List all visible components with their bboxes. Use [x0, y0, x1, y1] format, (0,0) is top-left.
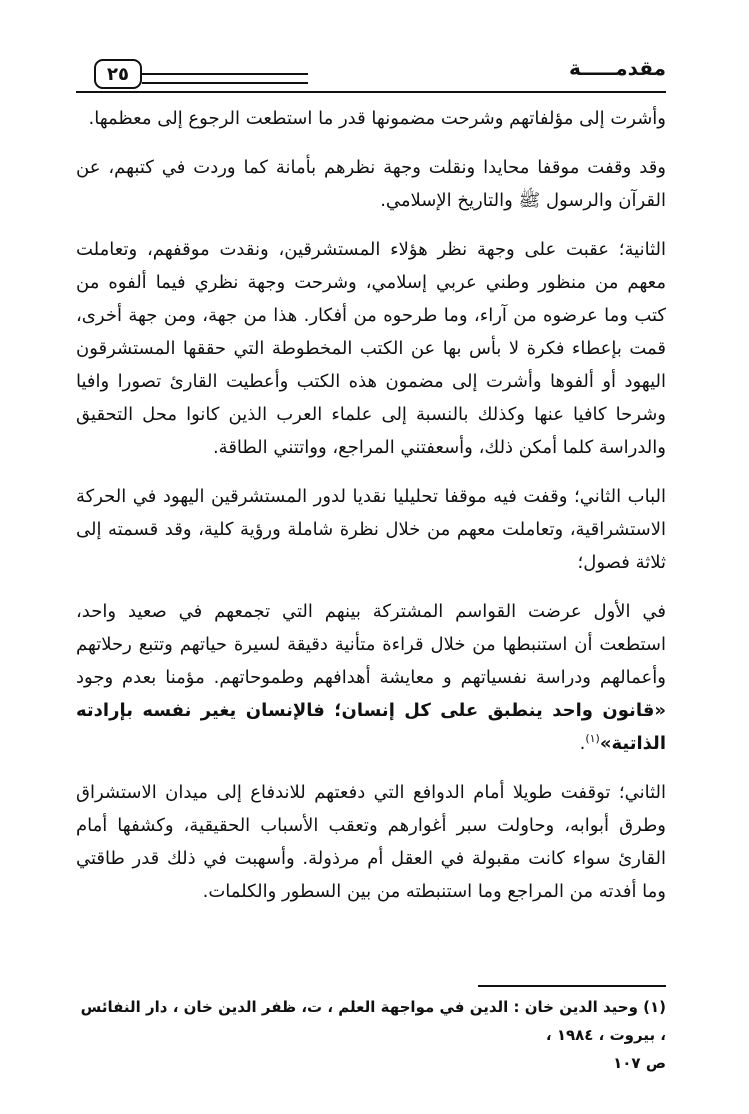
paragraph-end: .	[579, 733, 586, 754]
paragraph-text: في الأول عرضت القواسم المشتركة بينهم التي تجمعهم في صعيد واحد، استطعت أن استنبطها من خلال قراءة متأنية دقيقة لسيرة حياتهم وتتبع رحلاتهم وأعمالهم ودراسة نفسياتهم و معايشة أهدافهم وطموحاتهم. مؤمنا بعدم وجود	[76, 601, 666, 688]
paragraph: وقد وقفت موقفا محايدا ونقلت وجهة نظرهم بأمانة كما وردت في كتبهم، عن القرآن والرسول ﷺ والتاريخ الإسلامي.	[76, 157, 666, 211]
page-number: ٢٥	[94, 59, 142, 89]
footnote-line: ص ١٠٧	[613, 1054, 666, 1072]
paragraph: الثانية؛ عقبت على وجهة نظر هؤلاء المستشرقين، ونقدت موقفهم، وتعاملت معهم من منظور وطني عربي إسلامي، وشرحت وجهة نظري فيما ألفوه من كتب وما عرضوه من آراء، وما طرحوه من أفكار. هذا من جهة، ومن جهة أخرى، قمت بإعطاء فكرة لا بأس بها عن الكتب المخطوطة التي حققها المستشرقون اليهود أو ألفوها وأشرت إلى مضمون هذه الكتب وأعطيت القارئ تصورا وافيا وشرحا كافيا عنها وكذلك بالنسبة إلى علماء العرب الذين كانوا محل التحقيق والدراسة كلما أمكن ذلك، وأسعفتني المراجع، وواتتني الطاقة.	[76, 239, 666, 458]
footnote-separator	[478, 985, 666, 987]
paragraph: الباب الثاني؛ وقفت فيه موقفا تحليليا نقديا لدور المستشرقين اليهود في الحركة الاستشراقية، وتعاملت معهم من خلال نظرة شاملة ورؤية كلية، وقد قسمته إلى ثلاثة فصول؛	[76, 486, 666, 573]
paragraph: الثاني؛ توقفت طويلا أمام الدوافع التي دفعتهم للاندفاع إلى ميدان الاستشراق وطرق أبوابه، وحاولت سبر أغوارهم وتعقب الأسباب الحقيقية، وكشفها أمام القارئ سواء كانت مقبولة في العقل أم مرذولة. وأسهبت في ذلك قدر طاقتي وما أفدته من المراجع وما استنبطته من بين السطور والكلمات.	[76, 782, 666, 902]
paragraph	[76, 595, 666, 760]
footnote-reference: (١)	[585, 732, 600, 745]
paragraph: وأشرت إلى مؤلفاتهم وشرحت مضمونها قدر ما استطعت الرجوع إلى معظمها.	[88, 108, 666, 129]
page-header	[76, 56, 666, 96]
header-decoration	[142, 73, 308, 84]
header-rule	[76, 91, 666, 93]
chapter-title: مقدمـــــة	[568, 56, 666, 80]
body-text	[76, 102, 666, 924]
footnote-line: (١) وحيد الدين خان : الدين في مواجهة العلم ، ت، ظفر الدين خان ، دار النفائس ، بيروت ، ١٩٨٤ ،	[80, 998, 666, 1044]
quotation: «قانون واحد ينطبق على كل إنسان؛ فالإنسان يغير نفسه بإرادته الذاتية»	[76, 700, 666, 754]
footnote	[76, 993, 666, 1077]
